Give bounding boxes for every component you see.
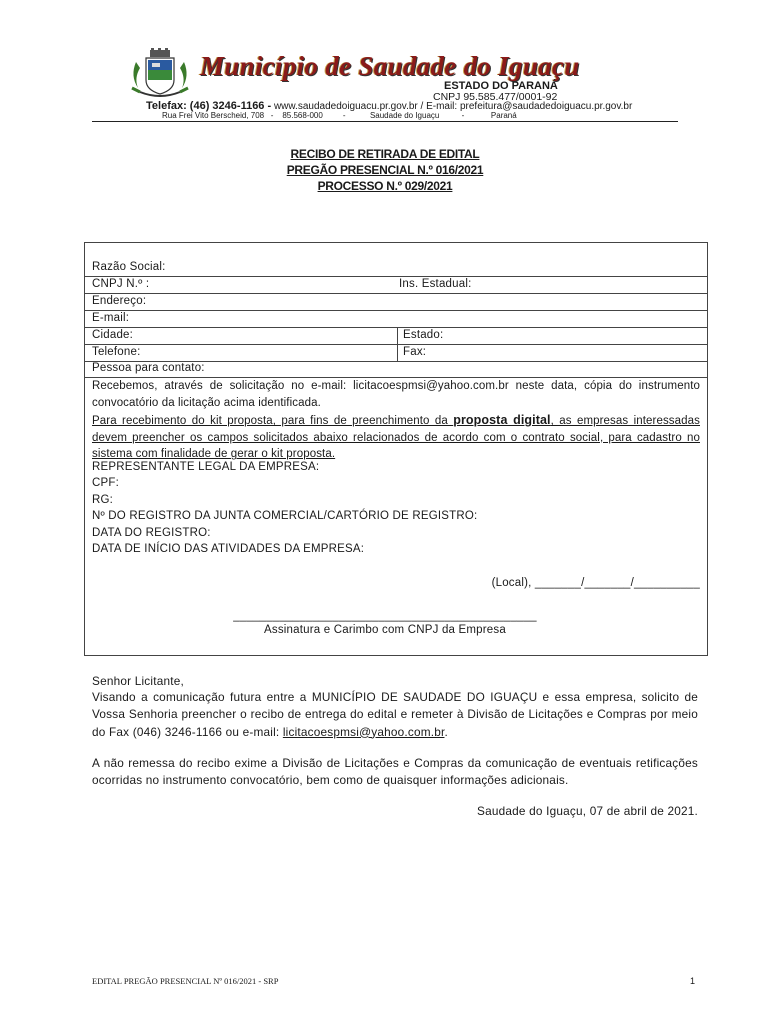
contact-email-link[interactable]: licitacoespmsi@yahoo.com.br (282, 724, 445, 739)
document-title: RECIBO DE RETIRADA DE EDITAL (290, 147, 480, 161)
local-date-field[interactable]: (Local), _______/_______/__________ (491, 577, 700, 589)
cpf-field[interactable]: CPF: (92, 477, 119, 489)
header-telefax: Telefax: (46) 3246-1166 - (146, 100, 272, 112)
processo-number: PROCESSO N.º 029/2021 (317, 179, 453, 193)
kit-proposta-paragraph (92, 412, 700, 463)
kit-text-post: , as empresas interessadas devem preencher os campos solicitados abaixo relacionados de acordo com o contrato social, para cadastro no sistema com finalidade de gerar o kit proposta. (92, 415, 700, 461)
telefone-field[interactable]: Telefone: (92, 346, 141, 358)
recebemos-paragraph: Recebemos, através de solicitação no e-mail: licitacoespmsi@yahoo.com.br neste data, cópia do instrumento convocatório da licitação acima identificada. (92, 380, 700, 409)
form-rule (84, 344, 708, 345)
form-rule (84, 293, 708, 294)
salutation: Senhor Licitante, (92, 674, 184, 688)
kit-text-pre: Para recebimento do kit proposta, para fins de preenchimento da (92, 415, 454, 427)
header-divider (92, 121, 678, 122)
municipality-title: Município de Saudade do Iguaçu (200, 51, 580, 81)
letter-p1-text: Visando a comunicação futura entre a MUNICÍPIO DE SAUDADE DO IGUAÇU e essa empresa, solicito de Vossa Senhoria preencher o recibo de entrega do edital e remeter à Divisão de Licitações e Compras por meio do Fax (046) 3246-1166 ou e-mail: (92, 690, 698, 739)
letter-p1-end: . (444, 724, 448, 739)
email-field[interactable]: E-mail: (92, 312, 130, 324)
representante-field[interactable]: REPRESENTANTE LEGAL DA EMPRESA: (92, 461, 320, 473)
registro-field[interactable]: Nº DO REGISTRO DA JUNTA COMERCIAL/CARTÓRIO DE REGISTRO: (92, 510, 478, 522)
form-rule (84, 276, 708, 277)
signature-label: Assinatura e Carimbo com CNPJ da Empresa (264, 624, 506, 636)
ins-estadual-field[interactable]: Ins. Estadual: (399, 278, 472, 290)
form-rule (84, 310, 708, 311)
data-inicio-field[interactable]: DATA DE INÍCIO DAS ATIVIDADES DA EMPRESA: (92, 543, 365, 555)
cidade-field[interactable]: Cidade: (92, 329, 134, 341)
footer-edital: EDITAL PREGÃO PRESENCIAL Nº 016/2021 - SRP (92, 976, 279, 986)
letter-paragraph-1 (92, 689, 698, 741)
pessoa-contato-field[interactable]: Pessoa para contato: (92, 362, 205, 374)
signature-line[interactable]: ______________________________________________ (233, 610, 537, 622)
estado-field[interactable]: Estado: (403, 329, 444, 341)
header-web-email: www.saudadedoiguacu.pr.gov.br / E-mail: prefeitura@saudadedoiguacu.pr.gov.br (273, 101, 633, 112)
header-address: Rua Frei Vito Berscheid, 708 - 85.568-000 - Saudade do Iguaçu - Paraná (162, 111, 517, 120)
proposta-digital-emphasis: proposta digital (453, 413, 551, 427)
form-rule (84, 327, 708, 328)
state-heading: ESTADO DO PARANÁ (444, 80, 558, 92)
pregao-number: PREGÃO PRESENCIAL N.º 016/2021 (286, 163, 484, 177)
letter-date: Saudade do Iguaçu, 07 de abril de 2021. (477, 804, 698, 818)
endereco-field[interactable]: Endereço: (92, 295, 147, 307)
cnpj-field[interactable]: CNPJ N.º : (92, 278, 150, 290)
page-number: 1 (690, 976, 696, 986)
data-registro-field[interactable]: DATA DO REGISTRO: (92, 527, 211, 539)
municipal-crest-icon (126, 48, 194, 100)
form-column-divider (397, 327, 398, 361)
razao-social-field[interactable]: Razão Social: (92, 261, 166, 273)
fax-field[interactable]: Fax: (403, 346, 427, 358)
rg-field[interactable]: RG: (92, 494, 114, 506)
header-cnpj: CNPJ 95.585.477/0001-92 (433, 91, 558, 103)
letter-paragraph-2: A não remessa do recibo exime a Divisão de Licitações e Compras da comunicação de eventuais retificações ocorridas no instrumento convocatório, bem como de quaisquer informações adicionais. (92, 756, 698, 788)
